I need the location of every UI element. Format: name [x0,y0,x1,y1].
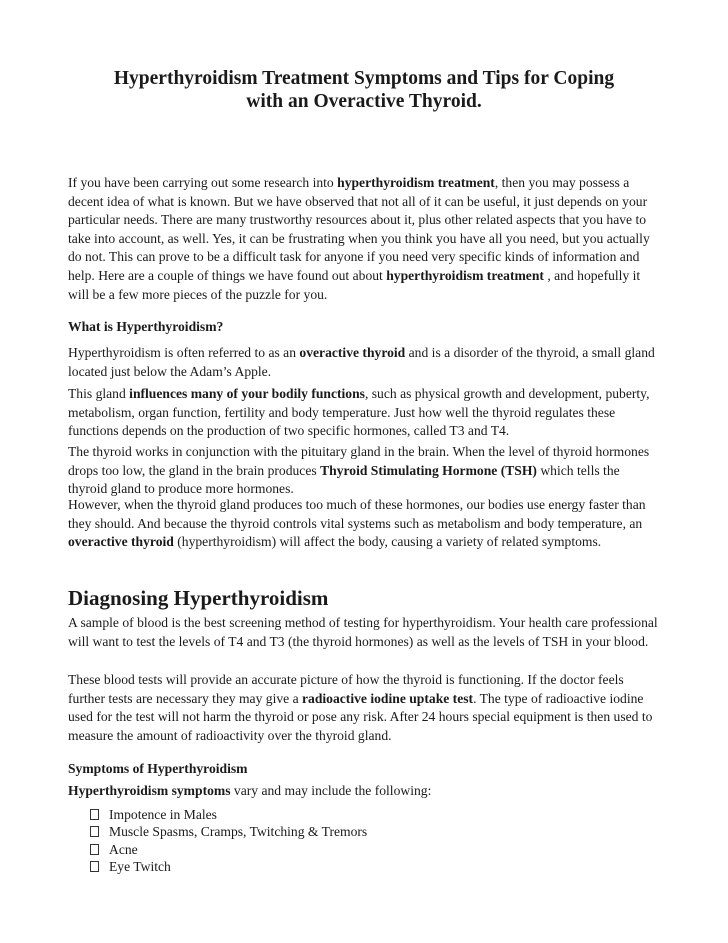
bullet-box-icon [90,861,99,872]
what-paragraph-1 [68,344,660,381]
list-item [90,858,367,875]
what-p4-keyword: overactive thyroid [68,534,174,550]
list-item [90,806,367,823]
what-p3-text-2: which tells the thyroid gland to produce more hormones. [68,462,620,497]
title-line-2: with an Overactive Thyroid. [246,91,482,112]
list-item-label: Muscle Spasms, Cramps, Twitching & Tremors [109,824,368,840]
diagnosing-paragraph-2 [68,671,660,745]
diag-p2-text-1: These blood tests will provide an accurate picture of how the thyroid is functioning. If the doctor feels further tests are necessary they may give a [68,672,624,706]
what-p3-keyword: Thyroid Stimulating Hormone (TSH) [320,462,537,478]
intro-text-1: If you have been carrying out some research into [68,175,338,190]
what-p4-text-1: However, when the thyroid gland produces too much of these hormones, our bodies use energy faster than they should. And because the thyroid controls vital systems such as metabolism and body temperature, an [68,497,646,531]
title-line-1: Hyperthyroidism Treatment Symptoms and Tips for Coping [113,68,615,89]
diag-p2-keyword: radioactive iodine uptake test [302,690,474,706]
list-item-label: Impotence in Males [109,807,217,822]
what-p2-keyword: influences many of your bodily functions [129,386,365,401]
what-paragraph-3 [68,443,660,499]
list-item [90,823,367,840]
intro-keyword-1: hyperthyroidism treatment [337,175,495,190]
what-p4-text-2: (hyperthyroidism) will affect the body, causing a variety of related symptoms. [173,534,602,550]
list-item [90,841,367,858]
diagnosing-heading: Diagnosing Hyperthyroidism [68,586,329,610]
what-paragraph-2 [68,385,660,441]
intro-paragraph [68,174,660,304]
what-paragraph-4 [68,496,660,552]
what-p1-text-2: and is a disorder of the thyroid, a small gland located just below the Adam’s Apple. [68,345,655,379]
bullet-box-icon [90,844,99,855]
diag-p2-text-2: . The type of radioactive iodine used for the test will not harm the thyroid or pose any risk. After 24 hours special equipment is then used to measure the amount of radioactivity over the thyroid gland. [68,690,653,743]
symptoms-intro-keyword: Hyperthyroidism symptoms [68,783,231,798]
what-is-heading: What is Hyperthyroidism? [68,319,224,334]
what-p3-text-1: The thyroid works in conjunction with the pituitary gland in the brain. When the level of thyroid hormones drops too low, the gland in the brain produces [68,444,650,478]
what-p1-text-1: Hyperthyroidism is often referred to as an [68,345,300,360]
list-item-label: Eye Twitch [109,858,171,874]
intro-text-2: , then you may possess a decent idea of what is known. But we have observed that not all of it can be useful, it just depends on your particular needs. There are many trustworthy resources about it, plus other related aspects that you have to take into account, as well. Yes, it can be frustrating when you think you have all you need, but you actually do not. This can prove to be a difficult task for anyone if you need very specific kinds of information and help. Here are a couple of things we have found out about [68,175,650,283]
diagnosing-paragraph-1: A sample of blood is the best screening method of testing for hyperthyroidism. Your health care professional will want to test the levels of T4 and T3 (the thyroid hormones) as well as the levels of TSH in your blood. [68,615,658,649]
what-p1-keyword: overactive thyroid [299,345,406,360]
symptoms-intro [68,782,660,801]
symptoms-list [90,806,367,875]
intro-text-3: , and hopefully it will be a few more pieces of the puzzle for you. [68,267,641,302]
bullet-box-icon [90,826,99,837]
what-p2-text-1: This gland [68,386,130,401]
what-p2-text-2: , such as physical growth and development, puberty, metabolism, organ function, fertility and body temperature. Just how well the thyroid regulates these functions depends on the production of two specific hormones, called T3 and T4. [68,386,650,439]
bullet-box-icon [90,809,99,820]
symptoms-intro-text: vary and may include the following: [230,783,432,798]
document-title [68,67,660,113]
symptoms-heading: Symptoms of Hyperthyroidism [68,761,248,776]
list-item-label: Acne [109,841,138,857]
intro-keyword-2: hyperthyroidism treatment [386,267,544,283]
